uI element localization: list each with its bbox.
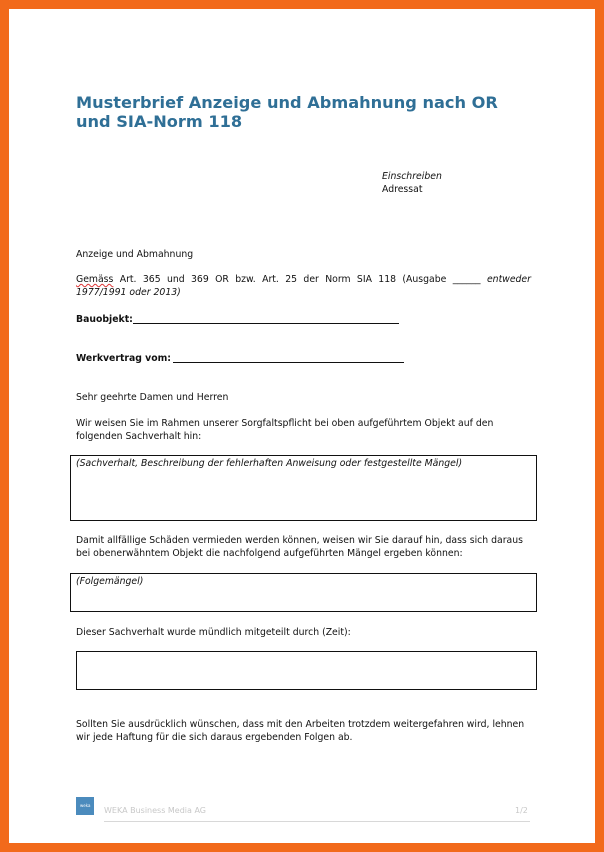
reference-first-word: Gemäss — [76, 274, 114, 285]
paragraph-3: Dieser Sachverhalt wurde mündlich mitgeteilt durch (Zeit): — [76, 627, 351, 638]
reference-text: Art. 365 und 369 OR bzw. Art. 25 der Norm SIA 118 (Ausgabe ______ — [119, 274, 481, 285]
document-title: Musterbrief Anzeige und Abmahnung nach OR und SIA-Norm 118 — [76, 93, 498, 131]
sachverhalt-box[interactable] — [70, 455, 537, 521]
paragraph-4: Sollten Sie ausdrücklich wünschen, dass mit den Arbeiten trotzdem weitergefahren wird, lehnen wir jede Haftung für die sich daraus ergebenden Folgen ab. — [76, 719, 525, 743]
werkvertrag-field[interactable] — [173, 353, 404, 363]
paragraph-2: Damit allfällige Schäden vermieden werden können, weisen wir Sie darauf hin, dass sich daraus bei obenerwähntem Objekt die nachfolgend aufgeführten Mängel ergeben können: — [76, 535, 523, 559]
werkvertrag-label: Werkvertrag vom: — [76, 353, 171, 364]
footer-divider — [104, 821, 530, 822]
bauobjekt-label: Bauobjekt: — [76, 314, 133, 325]
footer-company: WEKA Business Media AG — [104, 806, 207, 815]
document-page — [9, 9, 595, 843]
mail-type: Einschreiben — [382, 171, 442, 182]
salutation: Sehr geehrte Damen und Herren — [76, 392, 229, 403]
recipient: Adressat — [382, 184, 423, 195]
folgemaengel-box[interactable] — [70, 573, 537, 612]
sachverhalt-box-hint: (Sachverhalt, Beschreibung der fehlerhaften Anweisung oder festgestellte Mängel) — [76, 458, 463, 469]
bauobjekt-field[interactable] — [133, 314, 399, 324]
subject-line: Anzeige und Abmahnung — [76, 249, 194, 260]
weka-logo-text: weka — [80, 803, 91, 808]
paragraph-1: Wir weisen Sie im Rahmen unserer Sorgfaltspflicht bei oben aufgeführtem Objekt auf den folgenden Sachverhalt hin: — [76, 418, 494, 442]
reference-italic-1: entweder — [486, 274, 531, 285]
reference-paragraph — [76, 273, 531, 299]
folgemaengel-box-hint: (Folgemängel) — [76, 576, 144, 587]
footer-page-number: 1/2 — [515, 806, 528, 815]
zeit-box[interactable] — [76, 651, 537, 690]
reference-italic-2: 1977/1991 oder 2013) — [76, 287, 181, 298]
